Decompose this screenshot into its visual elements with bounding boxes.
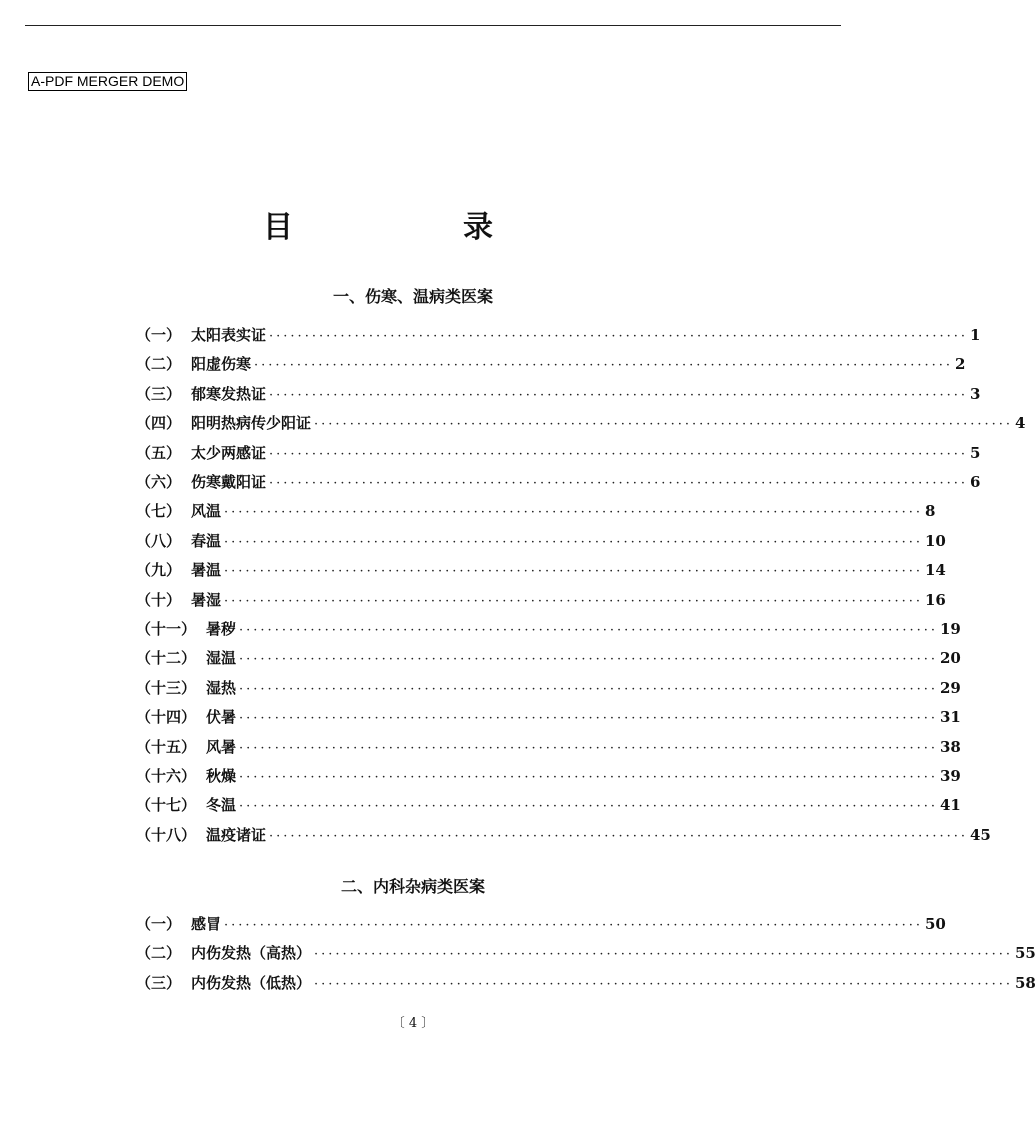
entry-page-number: 3 bbox=[970, 384, 981, 403]
entry-page-number: 2 bbox=[955, 355, 966, 374]
section-heading-2: 二、内科杂病类医案 bbox=[340, 877, 485, 896]
entry-page-number: 19 bbox=[940, 620, 961, 638]
toc-entry bbox=[136, 530, 946, 552]
leader-dots: ·································································································· bbox=[239, 681, 938, 697]
entry-title: 风暑 bbox=[206, 737, 237, 756]
section-heading-1: 一、伤寒、温病类医案 bbox=[332, 287, 493, 306]
toc-entry bbox=[136, 794, 961, 816]
entry-number: （七） bbox=[136, 502, 182, 521]
leader-dots: ·································································································· bbox=[224, 593, 923, 609]
toc-entry bbox=[136, 353, 966, 375]
leader-dots: ·································································································· bbox=[269, 329, 968, 344]
entry-number: （八） bbox=[136, 531, 182, 550]
toc-entry bbox=[136, 618, 961, 640]
toc-entry bbox=[136, 324, 981, 346]
leader-dots: ·································································································· bbox=[224, 918, 923, 933]
entry-title: 郁寒发热证 bbox=[191, 384, 267, 403]
entry-number: （十） bbox=[136, 590, 182, 609]
leader-dots: ·································································································· bbox=[239, 770, 938, 785]
leader-dots: ·································································································· bbox=[224, 564, 923, 580]
entry-title: 春温 bbox=[191, 531, 222, 550]
toc-entry bbox=[136, 677, 961, 699]
entry-number: （六） bbox=[136, 473, 182, 491]
entry-title: 阳虚伤寒 bbox=[191, 355, 252, 374]
entry-page-number: 29 bbox=[940, 678, 961, 697]
entry-number: （四） bbox=[136, 414, 182, 433]
toc-entry bbox=[136, 942, 1036, 964]
entry-number: （十八） bbox=[136, 825, 197, 844]
entry-number: （十一） bbox=[136, 620, 197, 638]
leader-dots: ·································································································· bbox=[239, 711, 938, 727]
leader-dots: ·································································································· bbox=[254, 358, 953, 374]
entry-title: 冬温 bbox=[206, 796, 237, 815]
entry-number: （一） bbox=[136, 326, 182, 344]
toc-entry bbox=[136, 471, 981, 493]
entry-number: （十七） bbox=[136, 796, 197, 815]
entry-page-number: 16 bbox=[925, 590, 946, 609]
entry-page-number: 8 bbox=[925, 502, 936, 521]
entry-number: （十三） bbox=[136, 678, 197, 697]
leader-dots: ·································································································· bbox=[314, 947, 1013, 963]
entry-title: 太少两感证 bbox=[191, 443, 267, 462]
entry-title: 内伤发热（高热） bbox=[191, 944, 312, 963]
watermark-label: A-PDF MERGER DEMO bbox=[28, 72, 187, 91]
entry-title: 伏暑 bbox=[206, 708, 237, 727]
entry-page-number: 20 bbox=[940, 649, 961, 668]
entry-number: （三） bbox=[136, 973, 182, 992]
entry-title: 太阳表实证 bbox=[191, 326, 267, 344]
toc-entry bbox=[136, 913, 946, 935]
entry-number: （一） bbox=[136, 915, 182, 933]
top-rule bbox=[25, 25, 841, 26]
toc-entry bbox=[136, 824, 991, 846]
toc-entry bbox=[136, 559, 946, 581]
toc-entry bbox=[136, 736, 961, 758]
toc-entry bbox=[136, 383, 981, 405]
leader-dots: ·································································································· bbox=[239, 623, 938, 638]
entry-number: （十五） bbox=[136, 737, 197, 756]
leader-dots: ·································································································· bbox=[314, 976, 1013, 992]
entry-number: （三） bbox=[136, 384, 182, 403]
entry-title: 伤寒戴阳证 bbox=[191, 473, 267, 491]
leader-dots: ·································································································· bbox=[239, 799, 938, 815]
leader-dots: ·································································································· bbox=[239, 740, 938, 756]
leader-dots: ·································································································· bbox=[269, 387, 968, 403]
leader-dots: ·································································································· bbox=[269, 446, 968, 462]
leader-dots: ·································································································· bbox=[224, 534, 923, 550]
page-number: 〔 4 〕 bbox=[391, 1016, 435, 1031]
entry-number: （五） bbox=[136, 443, 182, 462]
leader-dots: ·································································································· bbox=[269, 476, 968, 491]
entry-number: （九） bbox=[136, 561, 182, 580]
toc-entry bbox=[136, 442, 981, 464]
entry-page-number: 39 bbox=[940, 767, 961, 785]
leader-dots: ·································································································· bbox=[314, 417, 1013, 433]
entry-title: 暑秽 bbox=[206, 620, 237, 638]
entry-page-number: 31 bbox=[940, 708, 961, 727]
entry-number: （二） bbox=[136, 944, 182, 963]
toc-entry bbox=[136, 765, 961, 787]
entry-page-number: 55 bbox=[1015, 944, 1036, 963]
entry-page-number: 58 bbox=[1015, 973, 1036, 992]
entry-number: （十四） bbox=[136, 708, 197, 727]
entry-page-number: 50 bbox=[925, 915, 946, 933]
entry-title: 暑温 bbox=[191, 561, 222, 580]
toc-entry bbox=[136, 500, 936, 522]
entry-page-number: 10 bbox=[925, 531, 946, 550]
entry-number: （十二） bbox=[136, 649, 197, 668]
entry-page-number: 5 bbox=[970, 443, 981, 462]
entry-number: （十六） bbox=[136, 767, 197, 785]
entry-title: 阳明热病传少阳证 bbox=[191, 414, 312, 433]
entry-title: 风温 bbox=[191, 502, 222, 521]
leader-dots: ·································································································· bbox=[269, 828, 968, 844]
leader-dots: ·································································································· bbox=[224, 505, 923, 521]
toc-entry bbox=[136, 647, 961, 669]
toc-entry bbox=[136, 412, 1026, 434]
entry-title: 感冒 bbox=[191, 915, 222, 933]
entry-page-number: 1 bbox=[970, 326, 981, 344]
entry-title: 湿温 bbox=[206, 649, 237, 668]
entry-page-number: 4 bbox=[1015, 414, 1026, 433]
entry-page-number: 41 bbox=[940, 796, 961, 815]
entry-title: 内伤发热（低热） bbox=[191, 973, 312, 992]
entry-title: 湿热 bbox=[206, 678, 237, 697]
entry-page-number: 45 bbox=[970, 825, 991, 844]
toc-entry bbox=[136, 589, 946, 611]
leader-dots: ·································································································· bbox=[239, 652, 938, 668]
entry-title: 秋燥 bbox=[206, 767, 237, 785]
entry-number: （二） bbox=[136, 355, 182, 374]
entry-page-number: 14 bbox=[925, 561, 946, 580]
entry-page-number: 38 bbox=[940, 737, 961, 756]
entry-title: 温疫诸证 bbox=[206, 825, 267, 844]
toc-entry bbox=[136, 706, 961, 728]
page-title: 目 录 bbox=[263, 210, 563, 245]
entry-title: 暑湿 bbox=[191, 590, 222, 609]
entry-page-number: 6 bbox=[970, 473, 981, 491]
toc-entry bbox=[136, 972, 1036, 994]
